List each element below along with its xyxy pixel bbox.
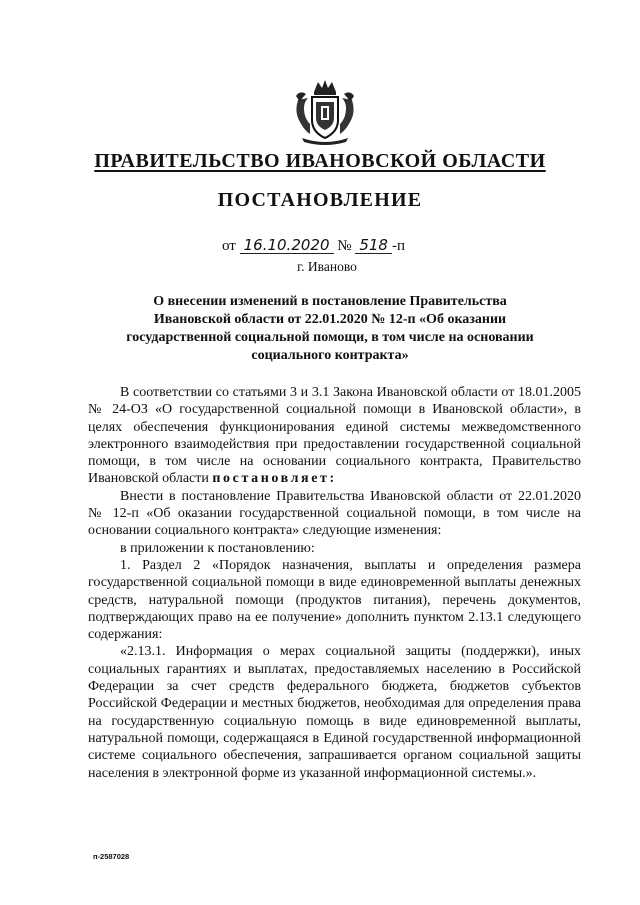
date-prefix: от	[222, 238, 236, 254]
government-name-heading: ПРАВИТЕЛЬСТВО ИВАНОВСКОЙ ОБЛАСТИ	[94, 150, 546, 172]
preamble-paragraph	[88, 384, 581, 488]
number-sign: №	[337, 238, 352, 254]
handwritten-number: 518	[355, 237, 392, 254]
handwritten-date: 16.10.2020	[240, 237, 334, 254]
document-type-heading: ПОСТАНОВЛЕНИЕ	[217, 189, 423, 211]
body-paragraph-2: в приложении к постановлению:	[120, 540, 315, 556]
preamble-text: В соответствии со статьями 3 и 3.1 Закона Ивановской области от 18.01.2005 № 24-ОЗ «О государственной социальной помощи в Ивановской области», в целях обеспечения функционирования единой системы межведомственного электронного взаимодействия при предоставлении государственной социальной помощи, в том числе на основании социального контракта, Правительство Ивановской области	[88, 385, 581, 487]
body-paragraph-4: «2.13.1. Информация о мерах социальной защиты (поддержки), иных социальных гарантиях и выплатах, предоставляемых населению в Российской Федерации за счет средств федерального бюджета, бюджетов субъектов Российской Федерации и местных бюджетов, необходимая для определения права на государственную социальную помощь в виде единовременной выплаты, натуральной помощи, содержащаяся в Единой государственной информационной системе социального обеспечения, запрашивается органом социальной защиты населения в электронной форме из указанной информационной системы.».	[88, 644, 581, 781]
city-name: г. Иваново	[297, 259, 357, 274]
document-subject: О внесении изменений в постановление Правительства Ивановской области от 22.01.2020 № 12-п «Об оказании государственной социальной помощи, в том числе на основании социального контракта»	[126, 294, 534, 363]
resolution-word: постановляет:	[212, 471, 337, 487]
number-suffix: -п	[391, 238, 405, 254]
document-code: п-2587028	[93, 852, 130, 861]
body-paragraph-1: Внести в постановление Правительства Ивановской области от 22.01.2020 № 12-п «Об оказании государственной социальной помощи, в том числе на основании социального контракта» следующие изменения:	[88, 488, 581, 539]
document-body	[88, 384, 581, 782]
coat-of-arms-emblem	[290, 78, 360, 146]
registration-line	[222, 237, 405, 255]
body-paragraph-3: 1. Раздел 2 «Порядок назначения, выплаты и определения размера государственной социальной помощи в виде единовременной выплаты денежных средств, натуральной помощи (продуктов питания), перечень документов, подтверждающих право на ее получение» дополнить пунктом 2.13.1 следующего содержания:	[88, 557, 581, 643]
